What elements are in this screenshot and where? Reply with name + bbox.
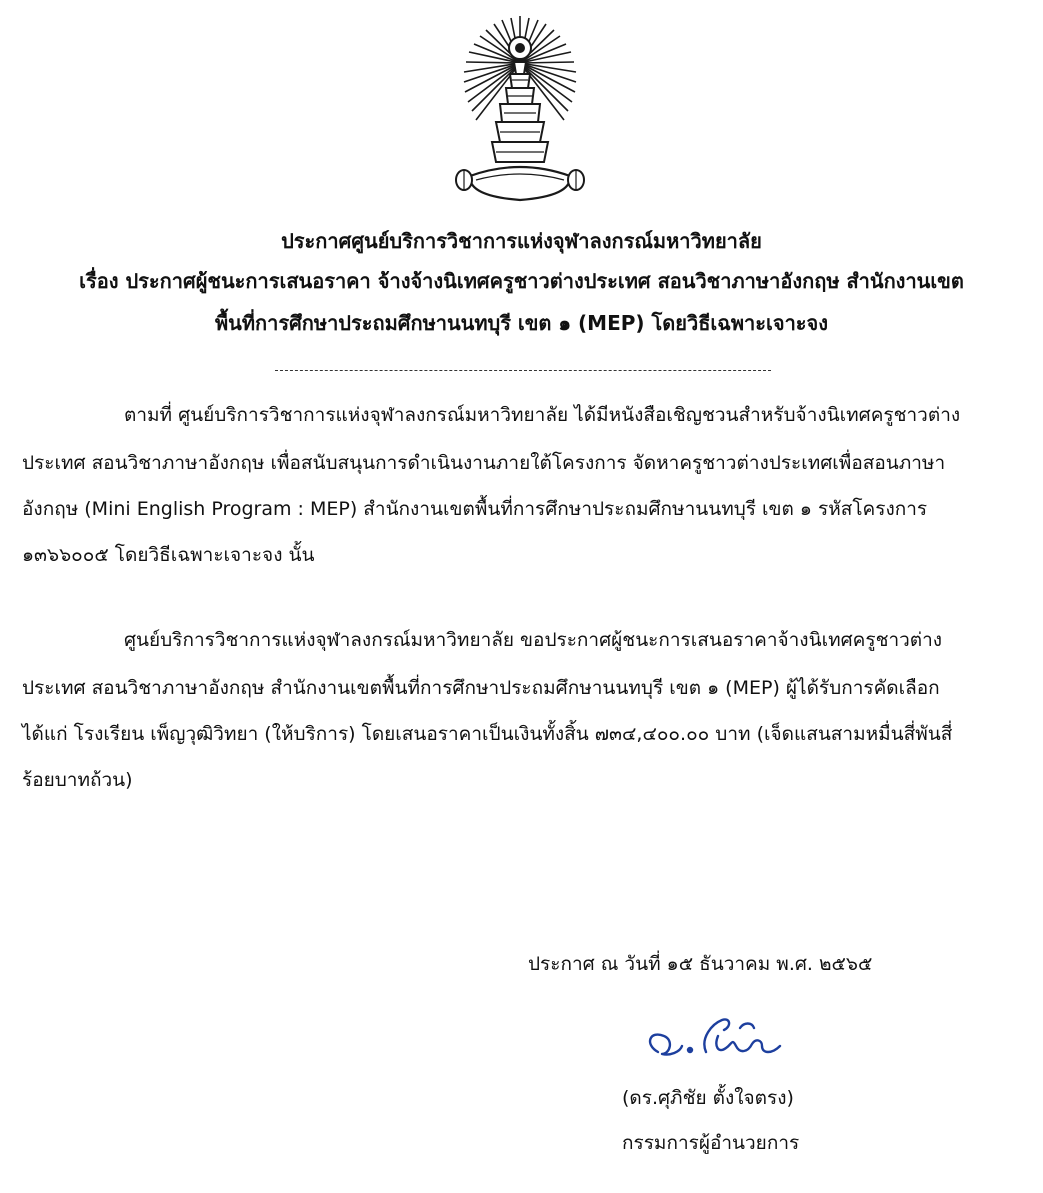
signer-position: กรรมการผู้อำนวยการ bbox=[622, 1132, 800, 1154]
paragraph-line: อังกฤษ (Mini English Program : MEP) สำนักงานเขตพื้นที่การศึกษาประถมศึกษานนทบุรี เขต ๑ รหัสโครงการ bbox=[22, 498, 928, 520]
announcement-subject-continued: พื้นที่การศึกษาประถมศึกษานนทบุรี เขต ๑ (MEP) โดยวิธีเฉพาะเจาะจง bbox=[214, 311, 829, 335]
paragraph-line: ตามที่ ศูนย์บริการวิชาการแห่งจุฬาลงกรณ์มหาวิทยาลัย ได้มีหนังสือเชิญชวนสำหรับจ้างนิเทศครูชาวต่าง bbox=[124, 404, 961, 426]
paragraph-line: ประเทศ สอนวิชาภาษาอังกฤษ เพื่อสนับสนุนการดำเนินงานภายใต้โครงการ จัดหาครูชาวต่างประเทศเพื่อสอนภาษา bbox=[22, 452, 946, 474]
paragraph-line: ศูนย์บริการวิชาการแห่งจุฬาลงกรณ์มหาวิทยาลัย ขอประกาศผู้ชนะการเสนอราคาจ้างนิเทศครูชาวต่าง bbox=[124, 629, 943, 651]
announcement-title: ประกาศศูนย์บริการวิชาการแห่งจุฬาลงกรณ์มหาวิทยาลัย bbox=[281, 229, 762, 253]
announcement-date: ประกาศ ณ วันที่ ๑๕ ธันวาคม พ.ศ. ๒๕๖๕ bbox=[528, 953, 873, 975]
paragraph-line: ได้แก่ โรงเรียน เพ็ญวุฒิวิทยา (ให้บริการ) โดยเสนอราคาเป็นเงินทั้งสิ้น ๗๓๔,๔๐๐.๐๐ บาท (เจ็ดแสนสามหมื่นสี่พันสี่ bbox=[22, 723, 953, 745]
heading-divider bbox=[275, 370, 771, 371]
university-emblem-icon bbox=[450, 8, 590, 208]
announcement-subject: เรื่อง ประกาศผู้ชนะการเสนอราคา จ้างจ้างนิเทศครูชาวต่างประเทศ สอนวิชาภาษาอังกฤษ สำนักงานเขต bbox=[79, 269, 964, 293]
paragraph-line: ร้อยบาทถ้วน) bbox=[22, 769, 133, 791]
signer-name: (ดร.ศุภิชัย ตั้งใจตรง) bbox=[622, 1087, 794, 1109]
signature-icon bbox=[640, 1008, 800, 1068]
paragraph-line: ๑๓๖๖๐๐๕ โดยวิธีเฉพาะเจาะจง นั้น bbox=[22, 544, 315, 566]
paragraph-line: ประเทศ สอนวิชาภาษาอังกฤษ สำนักงานเขตพื้นที่การศึกษาประถมศึกษานนทบุรี เขต ๑ (MEP) ผู้ได้รับการคัดเลือก bbox=[22, 677, 940, 699]
